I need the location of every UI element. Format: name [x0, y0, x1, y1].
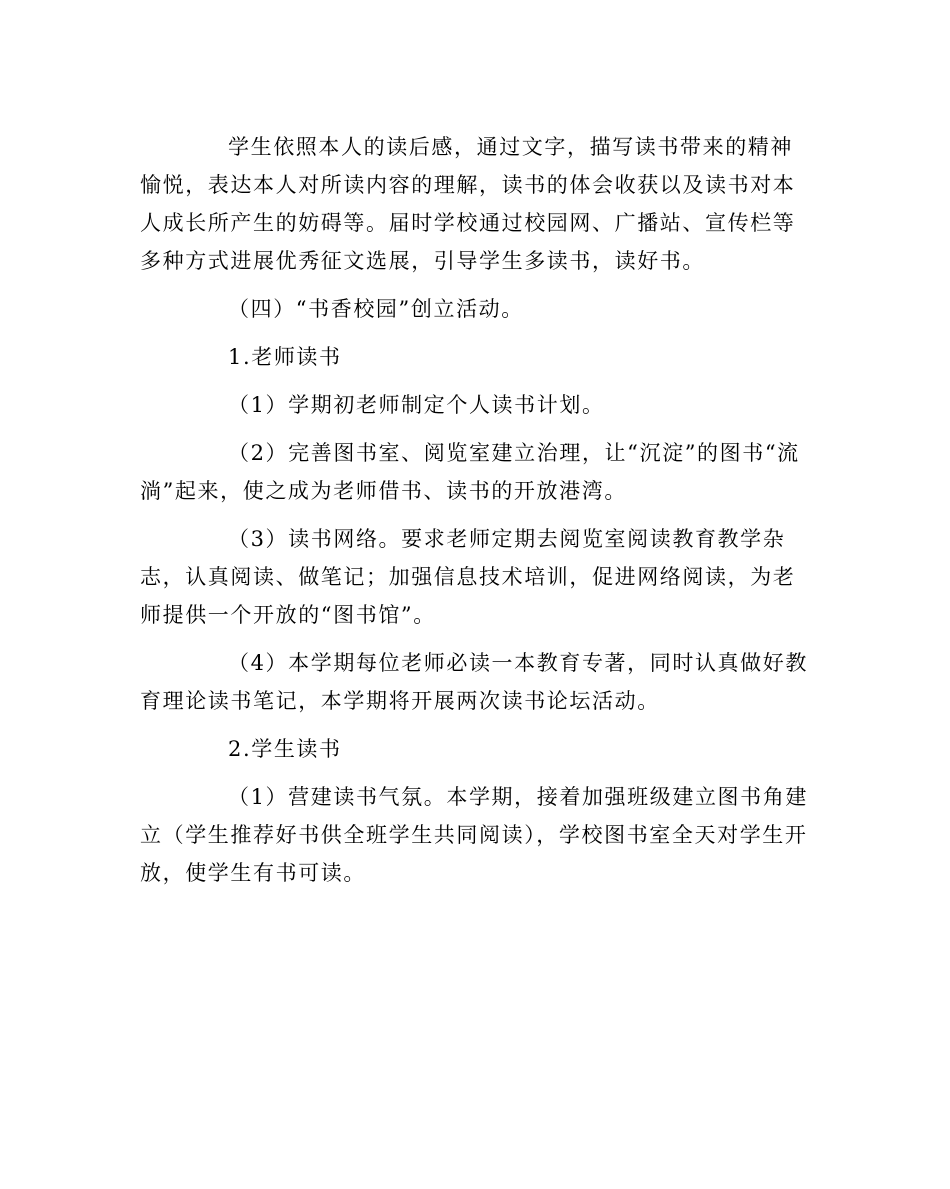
subheading-teacher-reading: 1.老师读书 [228, 345, 342, 369]
paragraph-teacher-item-3: （3）读书网络。要求老师定期去阅览室阅读教育教学杂志，认真阅读、做笔记；加强信息技术培训，促进网络阅读，为老师提供一个开放的“图书馆”。 [140, 527, 796, 627]
paragraph-student-item-1: （1）营建读书气氛。本学期，接着加强班级建立图书角建立（学生推荐好书供全班学生共同阅读），学校图书室全天对学生开放，使学生有书可读。 [140, 785, 808, 885]
section-heading-scholarly-campus: （四）“书香校园”创立活动。 [228, 297, 524, 321]
subheading-student-reading: 2.学生读书 [228, 737, 342, 761]
paragraph-essay-activity: 学生依照本人的读后感，通过文字，描写读书带来的精神愉悦，表达本人对所读内容的理解，读书的体会收获以及读书对本人成长所产生的妨碍等。届时学校通过校园网、广播站、宣传栏等多种方式进展优秀征文选展，引导学生多读书，读好书。 [140, 135, 796, 273]
paragraph-teacher-item-1: （1）学期初老师制定个人读书计划。 [228, 393, 605, 417]
document-body [140, 128, 810, 892]
paragraph-teacher-item-2: （2）完善图书室、阅览室建立治理，让“沉淀”的图书“流淌”起来，使之成为老师借书、读书的开放港湾。 [140, 441, 800, 503]
paragraph-teacher-item-4: （4）本学期每位老师必读一本教育专著，同时认真做好教育理论读书笔记，本学期将开展两次读书论坛活动。 [140, 651, 808, 713]
